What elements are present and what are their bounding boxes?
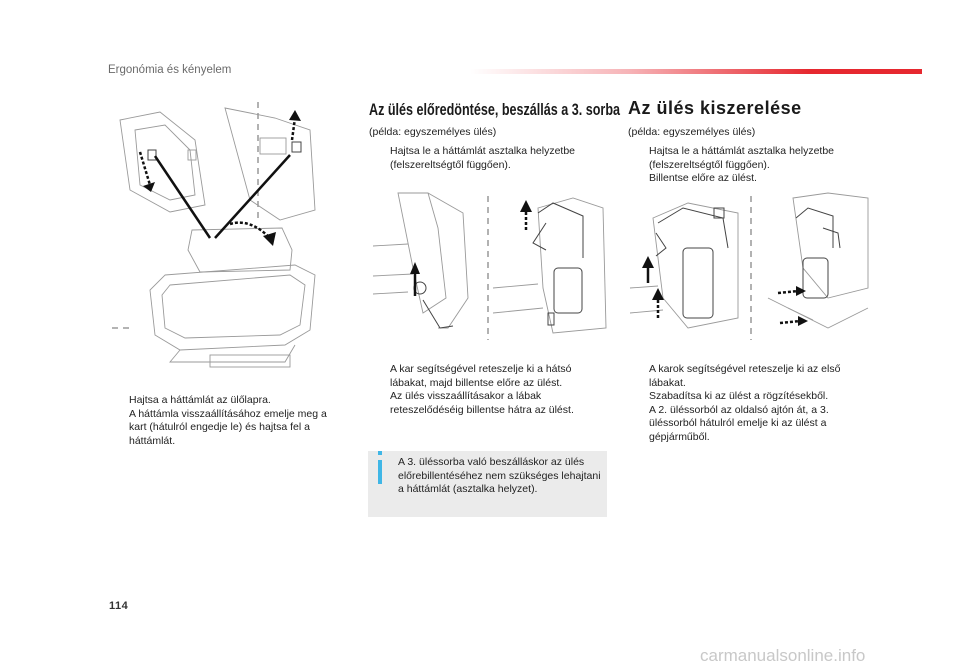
info-icon-bar [378, 460, 382, 484]
tilt-seat-heading: Az ülés előredöntése, beszállás a 3. sorba [369, 100, 621, 119]
page-number: 114 [109, 600, 129, 612]
remove-seat-subtitle: (példa: egyszemélyes ülés) [628, 126, 756, 138]
seat-removal-illustration [628, 188, 870, 348]
tilt-steps-top [369, 145, 604, 172]
list-item: Hajtsa le a háttámlát asztalka helyzetbe (felszereltségtől függően). [390, 145, 576, 171]
seat-fold-illustration [110, 100, 335, 370]
tilt-steps-bottom [369, 363, 607, 417]
list-item: Az ülés visszaállításakor a lábak reteszelődéséig billentse hátra az ülést. [390, 390, 574, 416]
list-item: A háttámla visszaállításához emelje meg a kart (hátulról engedje le) és hajtsa fel a háttámlát. [129, 407, 327, 447]
info-box [368, 451, 607, 517]
seat-tilt-illustration [368, 188, 608, 348]
remove-steps-bottom [628, 363, 866, 445]
watermark: carmanualsonline.info [700, 646, 866, 665]
section-title: Ergonómia és kényelem [108, 64, 232, 76]
tilt-seat-subtitle: (példa: egyszemélyes ülés) [369, 126, 497, 138]
remove-steps-top [628, 145, 863, 186]
list-item: A 2. üléssorból az oldalsó ajtón át, a 3. üléssorból hátulról emelje ki az ülést a gépjárműből. [649, 403, 829, 443]
header-accent-bar [470, 69, 922, 74]
list-item: Billentse előre az ülést. [649, 172, 757, 185]
list-item: A karok segítségével reteszelje ki az első lábakat. [649, 363, 841, 389]
info-icon [378, 451, 382, 455]
list-item: Hajtsa a háttámlát az ülőlapra. [129, 394, 271, 406]
list-item: Szabadítsa ki az ülést a rögzítésekből. [649, 390, 829, 403]
list-item: Hajtsa le a háttámlát asztalka helyzetbe (felszereltségtől függően). [649, 145, 835, 171]
info-text: A 3. üléssorba való beszálláskor az ülés előrebillentéséhez nem szükséges lehajtani a háttámlát (asztalka helyzet). [398, 456, 601, 496]
remove-seat-heading: Az ülés kiszerelése [628, 98, 802, 118]
list-item: A kar segítségével reteszelje ki a hátsó lábakat, majd billentse előre az ülést. [390, 363, 572, 389]
fold-steps-list [108, 394, 340, 448]
